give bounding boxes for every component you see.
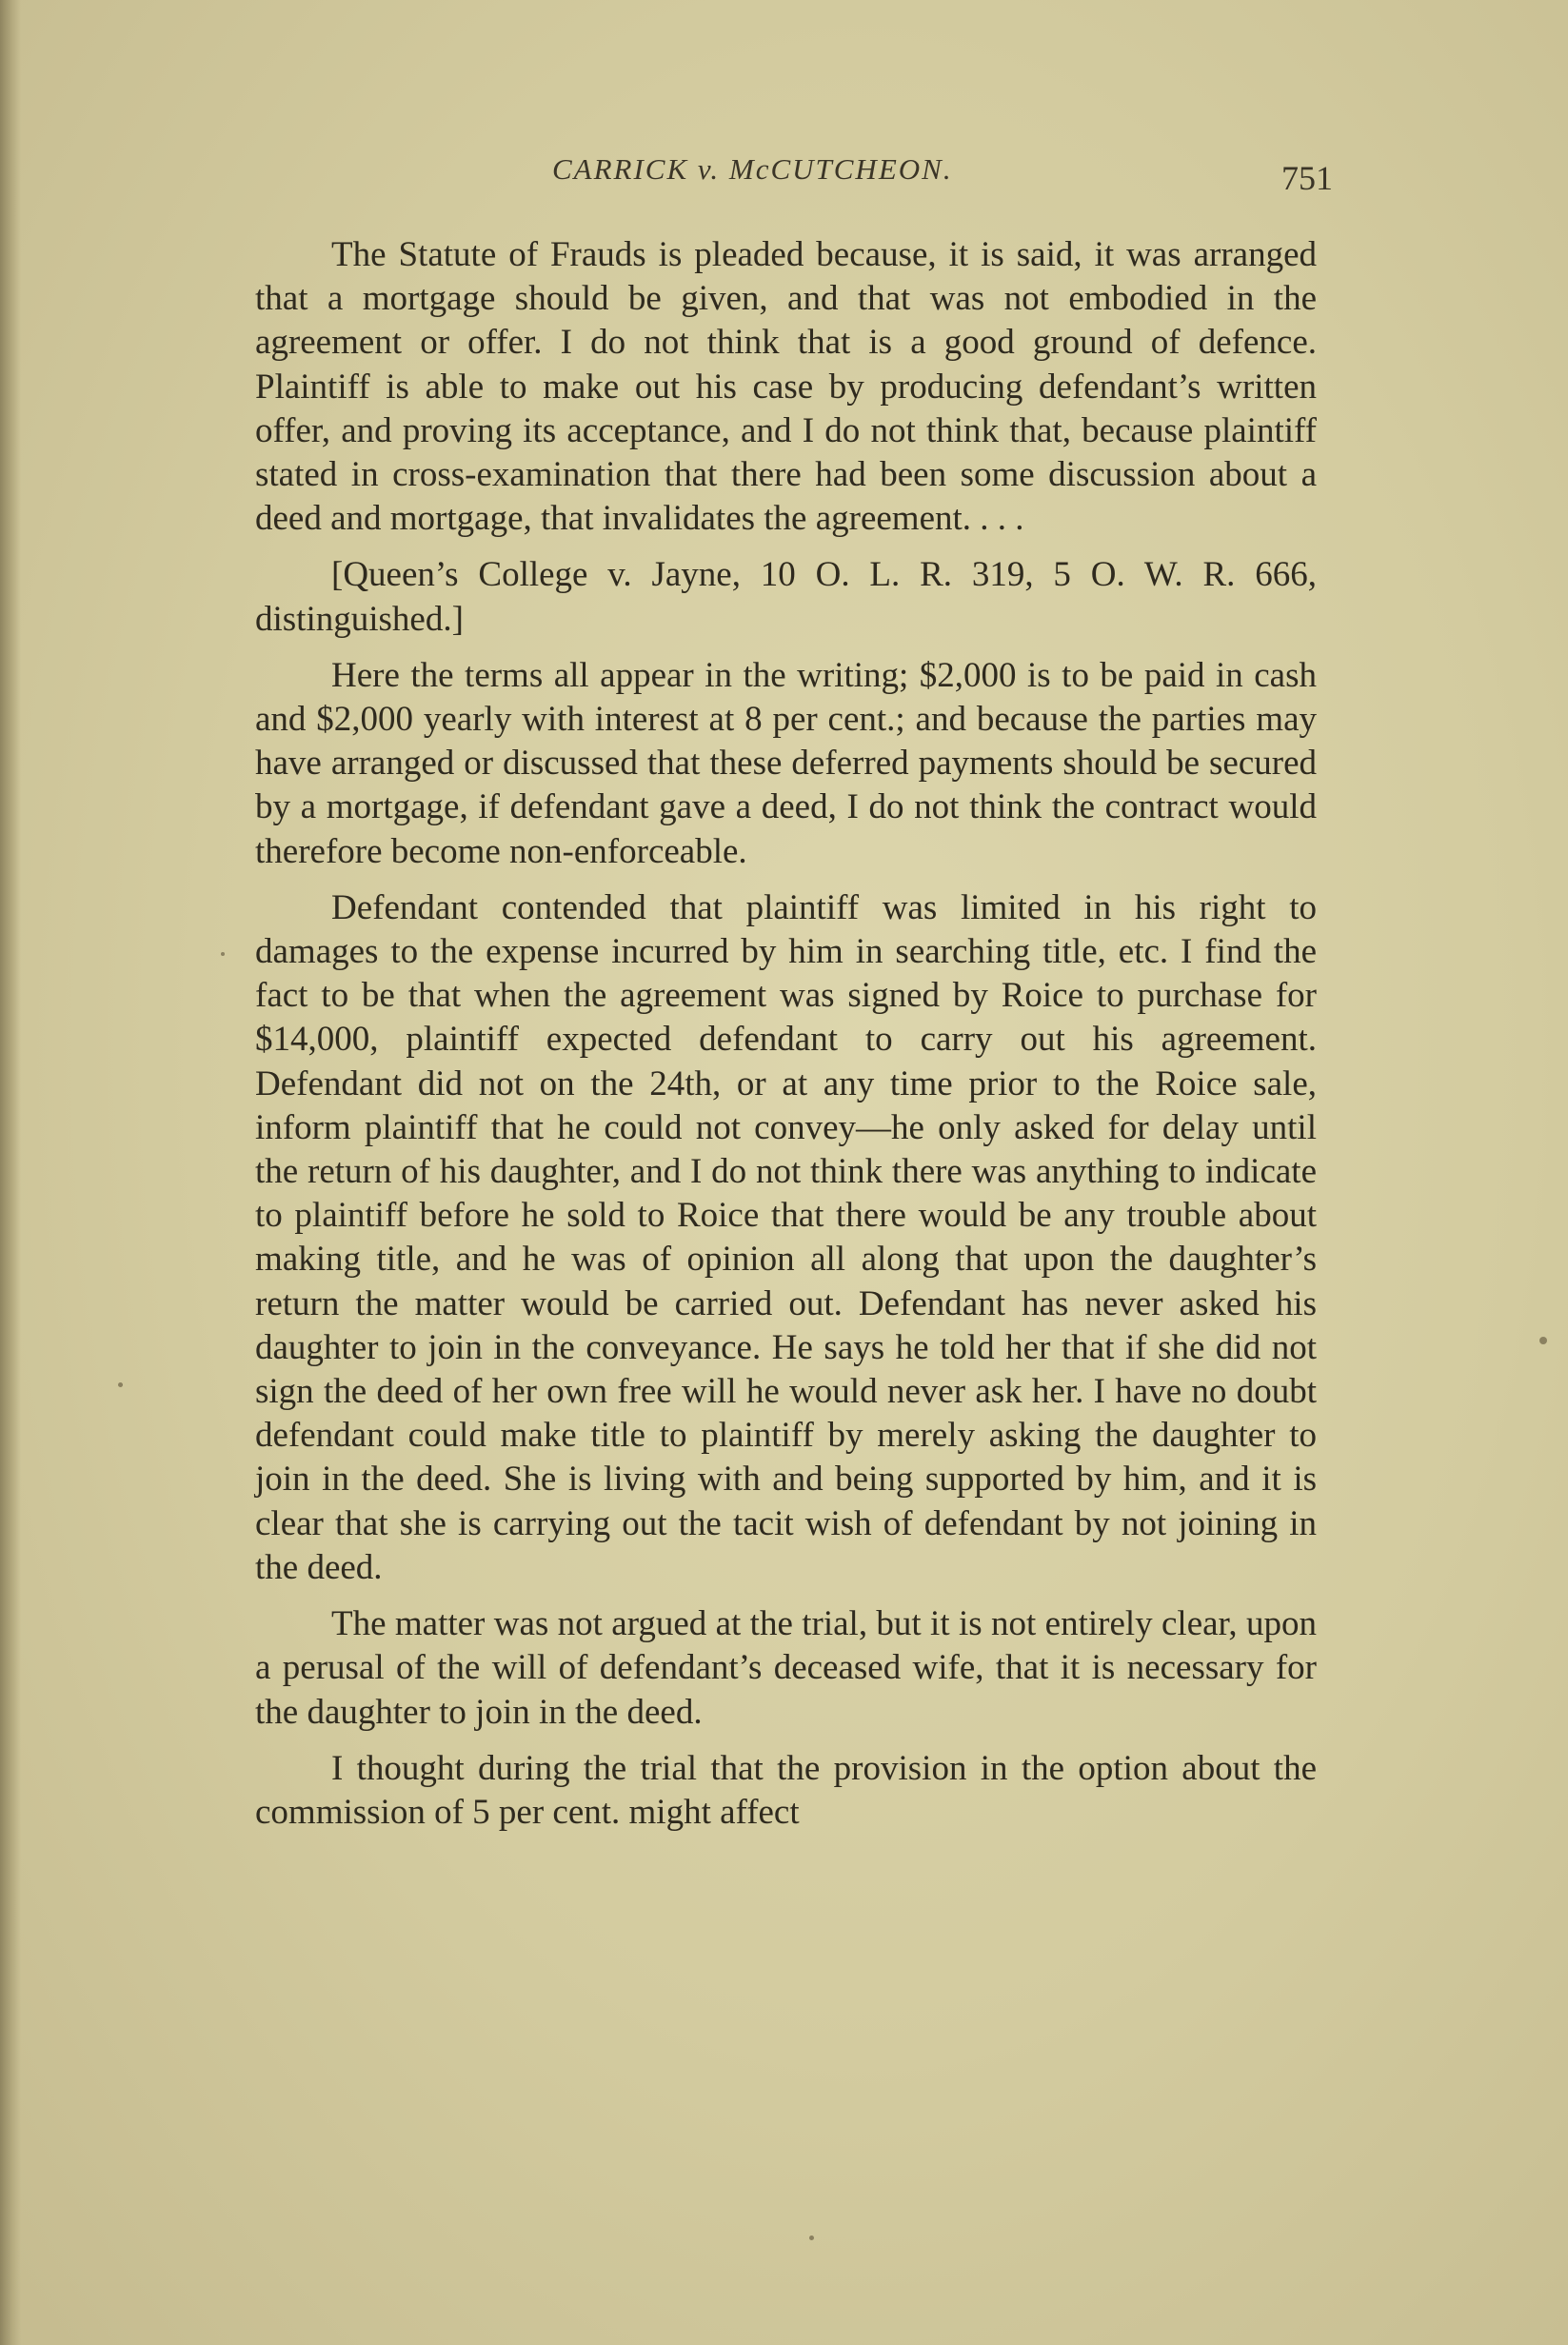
paragraph-damages: Defendant contended that plaintiff was limited in his right to damages to the expense incurred by him in searching title, etc. I find the fact to be that when the agreement was signed by Roice to purchase for $14,000, plaintiff expected defendant to carry out his agreement. Defendant did not on the 24th, or at any time prior to the Roice sale, inform plaintiff that he could not convey—he only asked for delay until the return of his daughter, and I do not think there was anything to indicate to plaintiff before he sold to Roice that there would be any trouble about making title, and he was of opinion all along that upon the daughter’s return the matter would be carried out. Defendant has never asked his daughter to join in the conveyance. He says he told her that if she did not sign the deed of her own free will he would never ask her. I have no doubt defendant could make title to plaintiff by merely asking the daughter to join in the deed. She is living with and being supported by him, and it is clear that she is carrying out the tacit wish of defendant by not joining in the deed. — [255, 887, 1317, 1587]
ink-speck — [221, 952, 225, 956]
paragraph-citation: [Queen’s College v. Jayne, 10 O. L. R. 319, 5 O. W. R. 666, distinguished.] — [255, 555, 1317, 639]
ink-speck — [118, 1382, 123, 1387]
ink-speck — [809, 2236, 814, 2240]
paragraph-statute-of-frauds: The Statute of Frauds is pleaded because, it is said, it was arranged that a mortgage should be given, and that was not embodied in the agreement or offer. I do not think that is a good ground of defence. Plaintiff is able to make out his case by producing defendant’s written offer, and proving its acceptance, and I do not think that, because plaintiff stated in cross-examination that there had been some discussion about a deed and mortgage, that invalidates the agreement. . . . — [255, 235, 1317, 539]
running-head — [552, 141, 1333, 198]
paragraph-terms: Here the terms all appear in the writing; $2,000 is to be paid in cash and $2,000 yearly with interest at 8 per cent.; and because the parties may have arranged or discussed that these deferred payments should be secured by a mortgage, if defendant gave a deed, I do not think the contract would therefore become non-enforceable. — [255, 655, 1317, 871]
case-title: CARRICK v. McCUTCHEON. — [552, 152, 953, 186]
paragraph-will: The matter was not argued at the trial, but it is not entirely clear, upon a perusal of the will of defendant’s deceased wife, that it is necessary for the daughter to join in the deed. — [255, 1604, 1317, 1732]
ink-speck — [1539, 1337, 1547, 1344]
page-binding-edge — [0, 0, 21, 2345]
paragraph-commission: I thought during the trial that the provision in the option about the commission of 5 per cent. might affect — [255, 1748, 1317, 1832]
body-text — [255, 233, 1317, 1847]
page-number: 751 — [1281, 159, 1333, 197]
